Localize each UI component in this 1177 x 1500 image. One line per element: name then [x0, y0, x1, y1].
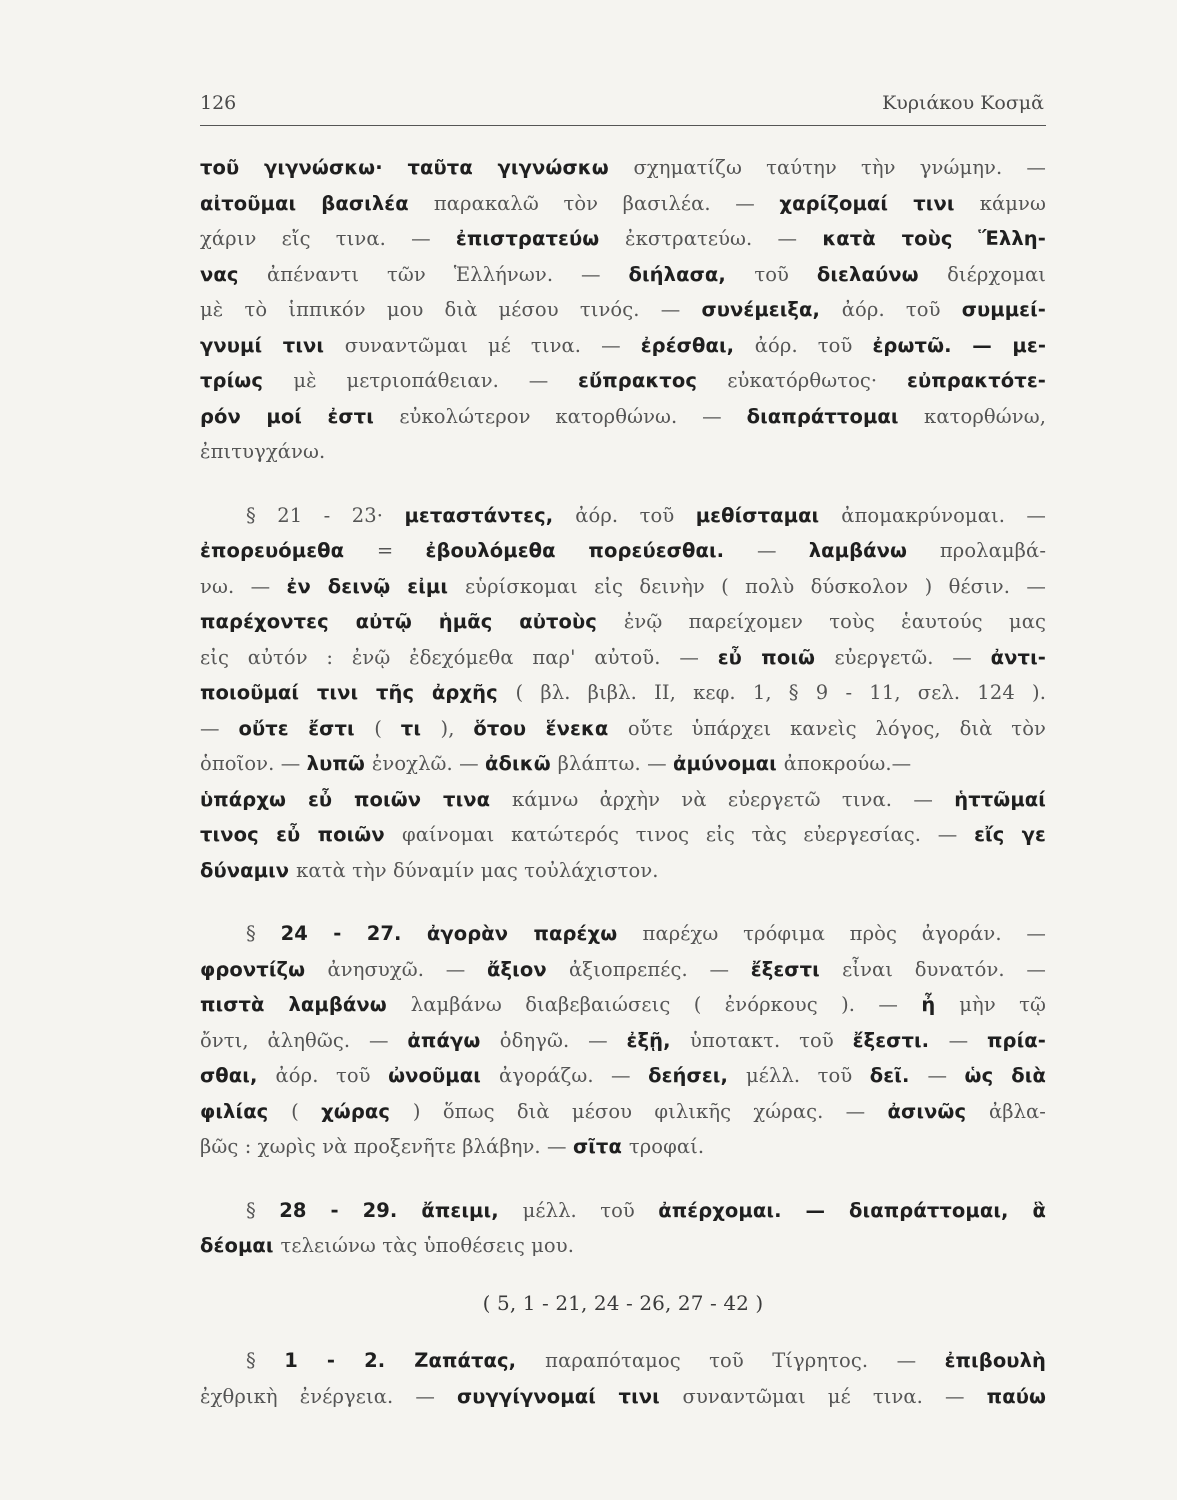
bold-term: νας — [200, 262, 267, 286]
bold-term: κατὰ τοὺς Ἕλλη- — [822, 227, 1046, 250]
bold-term: ἔξεστι — [750, 957, 843, 981]
gloss-text: ( — [374, 716, 401, 740]
text-line — [200, 1058, 1046, 1094]
bold-term: ἐρέσθαι, — [640, 333, 755, 357]
text-line — [200, 817, 1046, 853]
text-line — [200, 987, 1046, 1023]
gloss-text: — — [948, 1028, 987, 1052]
bold-term: μεταστάντες, — [404, 503, 576, 527]
bold-term: ἐβουλόμεθα πορεύεσθαι. — [425, 539, 757, 562]
gloss-text: ἀόρ. τοῦ — [275, 1064, 389, 1087]
gloss-text: παραπόταμος τοῦ Τίγρητος. — — [545, 1349, 945, 1372]
gloss-text: εὐκατόρθωτος· — [727, 369, 907, 392]
bold-term: ἄξιον — [487, 957, 569, 981]
gloss-text: § — [246, 922, 281, 945]
bold-term: ἐρωτῶ. — με- — [872, 333, 1046, 357]
bold-term: ἀπάγω — [407, 1028, 500, 1052]
gloss-text: — — [756, 539, 809, 562]
bold-term: παύω — [986, 1384, 1046, 1408]
gloss-text: χάριν εἴς τινα. — — [200, 227, 456, 250]
gloss-text: ἀνησυχῶ. — — [327, 957, 488, 981]
gloss-text: = — [376, 539, 426, 562]
bold-term: ὑπάρχω εὖ ποιῶν τινα — [200, 787, 513, 811]
gloss-text: τροφαί. — [628, 1135, 705, 1158]
gloss-text: § 21 - 23· — [246, 503, 405, 527]
gloss-text: ( βλ. βιβλ. II, κεφ. 1, § 9 - 11, σελ. 124 ). — [515, 681, 1046, 704]
gloss-text: — — [200, 716, 239, 740]
bold-term: σθαι, — [200, 1064, 276, 1087]
gloss-text: μὲ μετριοπάθειαν. — — [293, 369, 579, 392]
gloss-text: ), — [440, 716, 474, 740]
text-line — [200, 1193, 1046, 1229]
bold-term: διαπράττομαι — [746, 404, 925, 428]
bold-term: ἡττῶμαί — [954, 787, 1046, 811]
gloss-text: εὐκολώτερον κατορθώνω. — — [399, 404, 747, 428]
bold-term: χαρίζομαί τινι — [779, 191, 980, 215]
bold-term: ἦ — [921, 993, 960, 1016]
bold-term: εὖ ποιῶ — [717, 645, 835, 669]
bold-term: συγγίγνομαί τινι — [457, 1384, 683, 1408]
text-line — [200, 1343, 1046, 1379]
bold-term: 1 - 2. Ζαπάτας, — [284, 1349, 546, 1372]
text-line — [200, 292, 1046, 328]
paragraph-gap — [200, 1321, 1046, 1343]
gloss-text: μὲ τὸ ἱππικόν μου διὰ μέσου τινός. — — [200, 298, 702, 321]
bold-term: φροντίζω — [200, 957, 328, 981]
bold-term: ἔξεστι. — [852, 1028, 949, 1052]
bold-term: διήλασα, — [628, 262, 755, 286]
gloss-text: προλαμβά- — [939, 539, 1046, 562]
running-title: Κυριάκου Κοσμᾶ — [882, 92, 1044, 114]
text-line — [200, 498, 1046, 534]
gloss-text: ἀόρ. τοῦ — [841, 298, 962, 321]
text-line — [200, 569, 1046, 605]
gloss-text: ὄντι, ἀληθῶς. — — [200, 1028, 408, 1052]
bold-term: πρία- — [987, 1028, 1046, 1052]
gloss-text: κάμνω ἀρχὴν νὰ εὐεργετῶ τινα. — — [512, 787, 955, 811]
bold-term: λαμβάνω — [808, 539, 940, 562]
bold-term: ἐπιβουλὴ — [944, 1349, 1046, 1372]
text-line — [200, 604, 1046, 640]
text-line — [200, 746, 1046, 782]
gloss-text: ἀξιοπρεπές. — — [569, 957, 751, 981]
bold-term: εἴς γε — [974, 823, 1046, 846]
gloss-text: διέρχομαι — [947, 262, 1046, 286]
text-line — [200, 150, 1046, 186]
gloss-text: ἐνοχλῶ. — — [371, 752, 486, 775]
bold-term: τρίως — [200, 369, 294, 392]
text-line — [200, 916, 1046, 952]
bold-term: ἐπιστρατεύω — [455, 227, 626, 250]
gloss-text: μέλλ. τοῦ — [746, 1064, 870, 1087]
gloss-text: ἐπιτυγχάνω. — [200, 440, 326, 463]
gloss-text: μέλλ. τοῦ — [522, 1198, 659, 1222]
bold-term: δεῖ. — [869, 1064, 928, 1087]
page-body — [200, 150, 1046, 1414]
page-header — [200, 92, 1044, 114]
gloss-text: ἀπέναντι τῶν Ἑλλήνων. — — [266, 262, 629, 286]
gloss-text: κατὰ τὴν δύναμίν μας τοὐλάχιστον. — [296, 858, 659, 882]
text-line — [200, 952, 1046, 988]
text-line — [200, 1129, 1046, 1165]
gloss-text: ἀπομακρύνομαι. — — [841, 503, 1046, 527]
bold-term: διελαύνω — [816, 262, 948, 286]
text-line — [200, 186, 1046, 222]
gloss-text: ὑποτακτ. τοῦ — [689, 1028, 853, 1052]
gloss-text: φαίνομαι κατώτερός τινος εἰς τὰς εὐεργεσίας. — — [402, 823, 975, 846]
bold-term: χώρας — [321, 1099, 413, 1123]
bold-term: δεήσει, — [648, 1064, 747, 1087]
gloss-text: βλάπτω. — — [557, 752, 674, 775]
bold-term: εὐπρακτότε- — [906, 369, 1046, 392]
bold-term: οὔτε ἔστι — [238, 716, 375, 740]
text-line — [200, 640, 1046, 676]
gloss-text: οὔτε ὑπάρχει κανεὶς λόγος, διὰ τὸν — [627, 716, 1046, 740]
gloss-text: ἀβλα- — [988, 1099, 1046, 1123]
text-line — [200, 1379, 1046, 1415]
bold-term: παρέχοντες αὐτῷ ἡμᾶς αὐτοὺς — [200, 610, 624, 633]
gloss-text: ἐκστρατεύω. — — [625, 227, 823, 250]
text-line — [200, 399, 1046, 435]
gloss-text: ἐχθρικὴ ἐνέργεια. — — [200, 1384, 457, 1408]
gloss-text: ἀόρ. τοῦ — [754, 333, 873, 357]
text-line — [200, 257, 1046, 293]
gloss-text: συναντῶμαι μέ τινα. — — [682, 1384, 987, 1408]
gloss-text: ) ὅπως διὰ μέσου φιλικῆς χώρας. — — [412, 1099, 888, 1123]
gloss-text: ἀγοράζω. — — [498, 1064, 649, 1087]
bold-term: ὅτου ἕνεκα — [473, 716, 628, 740]
bold-term: ὡς διὰ — [964, 1064, 1046, 1087]
bold-term: ἐν δεινῷ εἰμι — [286, 574, 465, 598]
bold-term: δύναμιν — [200, 858, 297, 882]
bold-term: δέομαι — [200, 1234, 281, 1257]
gloss-text: ἀποκρούω.— — [783, 752, 912, 775]
bold-term: συνέμειξα, — [701, 298, 842, 321]
gloss-text: ὁποῖον. — — [200, 752, 307, 775]
gloss-text: εὐεργετῶ. — — [834, 645, 991, 669]
bold-term: πιστὰ λαμβάνω — [200, 993, 411, 1016]
bold-term: αἰτοῦμαι βασιλέα — [200, 191, 434, 215]
text-line — [200, 434, 1046, 470]
text-line — [200, 675, 1046, 711]
text-line — [200, 328, 1046, 364]
bold-term: 24 - 27. ἀγορὰν παρέχω — [280, 922, 643, 945]
gloss-text: τοῦ — [754, 262, 817, 286]
gloss-text: εὑρίσκομαι εἰς δεινὴν ( πολὺ δύσκολον ) θέσιν. — — [464, 574, 1046, 598]
text-line — [200, 533, 1046, 569]
bold-term: τινος εὖ ποιῶν — [200, 823, 403, 846]
gloss-text: τελειώνω τὰς ὑποθέσεις μου. — [280, 1234, 575, 1257]
bold-term: συμμεί- — [961, 298, 1046, 321]
bold-term: μεθίσταμαι — [695, 503, 842, 527]
bold-term: ἐξῇ, — [626, 1028, 690, 1052]
bold-term: ἀμύνομαι — [673, 752, 784, 775]
text-line — [200, 853, 1046, 889]
gloss-text: βῶς : χωρὶς νὰ προξενῆτε βλάβην. — — [200, 1135, 573, 1158]
bold-term: τοῦ γιγνώσκω· ταῦτα γιγνώσκω — [200, 156, 634, 179]
gloss-text: κατορθώνω, — [924, 404, 1046, 428]
bold-term: 28 - 29. ἄπειμι, — [279, 1198, 523, 1222]
gloss-text: μὴν τῷ — [959, 993, 1046, 1016]
gloss-text: ( 5, 1 - 21, 24 - 26, 27 - 42 ) — [482, 1290, 764, 1315]
gloss-text: κάμνω — [979, 191, 1046, 215]
text-line — [200, 1094, 1046, 1130]
text-line — [200, 782, 1046, 818]
bold-term: ἀδικῶ — [485, 752, 558, 775]
chapter-reference — [200, 1286, 1046, 1322]
gloss-text: παρακαλῶ τὸν βασιλέα. — — [433, 191, 780, 215]
bold-term: σῖτα — [572, 1135, 629, 1158]
text-line — [200, 221, 1046, 257]
text-line — [200, 1228, 1046, 1264]
gloss-text: ὁδηγῶ. — — [499, 1028, 627, 1052]
bold-term: εὔπρακτος — [578, 369, 728, 392]
bold-term: ἀπέρχομαι. — διαπράττομαι, ἃ — [658, 1198, 1046, 1222]
paragraph-gap — [200, 1165, 1046, 1193]
gloss-text: — — [927, 1064, 965, 1087]
bold-term: ρόν μοί ἐστι — [200, 404, 400, 428]
gloss-text: συναντῶμαι μέ τινα. — — [344, 333, 641, 357]
bold-term: ποιοῦμαί τινι τῆς ἀρχῆς — [200, 681, 516, 704]
page-number: 126 — [200, 92, 237, 114]
text-line — [200, 711, 1046, 747]
bold-term: φιλίας — [200, 1099, 292, 1123]
paragraph-gap — [200, 1264, 1046, 1286]
gloss-text: § — [246, 1349, 285, 1372]
bold-term: τι — [400, 716, 441, 740]
gloss-text: ἀόρ. τοῦ — [575, 503, 696, 527]
paragraph-gap — [200, 888, 1046, 916]
bold-term: λυπῶ — [306, 752, 372, 775]
gloss-text: νω. — — [200, 574, 287, 598]
gloss-text: παρέχω τρόφιμα πρὸς ἀγοράν. — — [642, 922, 1046, 945]
paragraph-gap — [200, 470, 1046, 498]
header-rule — [200, 125, 1046, 126]
gloss-text: § — [246, 1198, 280, 1222]
bold-term: ἀντι- — [990, 645, 1046, 669]
bold-term: ὠνοῦμαι — [388, 1064, 499, 1087]
gloss-text: ( — [291, 1099, 322, 1123]
gloss-text: λαμβάνω διαβεβαιώσεις ( ἐνόρκους ). — — [410, 993, 922, 1016]
gloss-text: εἶναι δυνατόν. — — [842, 957, 1046, 981]
gloss-text: εἰς αὐτόν : ἐνῷ ἐδεχόμεθα παρ' αὐτοῦ. — — [200, 645, 718, 669]
gloss-text: ἐνῷ παρείχομεν τοὺς ἑαυτούς μας — [623, 610, 1046, 633]
text-line — [200, 363, 1046, 399]
bold-term: ἐπορευόμεθα — [200, 539, 377, 562]
gloss-text: σχηματίζω ταύτην τὴν γνώμην. — — [633, 156, 1046, 179]
bold-term: γνυμί τινι — [200, 333, 345, 357]
bold-term: ἀσινῶς — [887, 1099, 989, 1123]
text-line — [200, 1023, 1046, 1059]
